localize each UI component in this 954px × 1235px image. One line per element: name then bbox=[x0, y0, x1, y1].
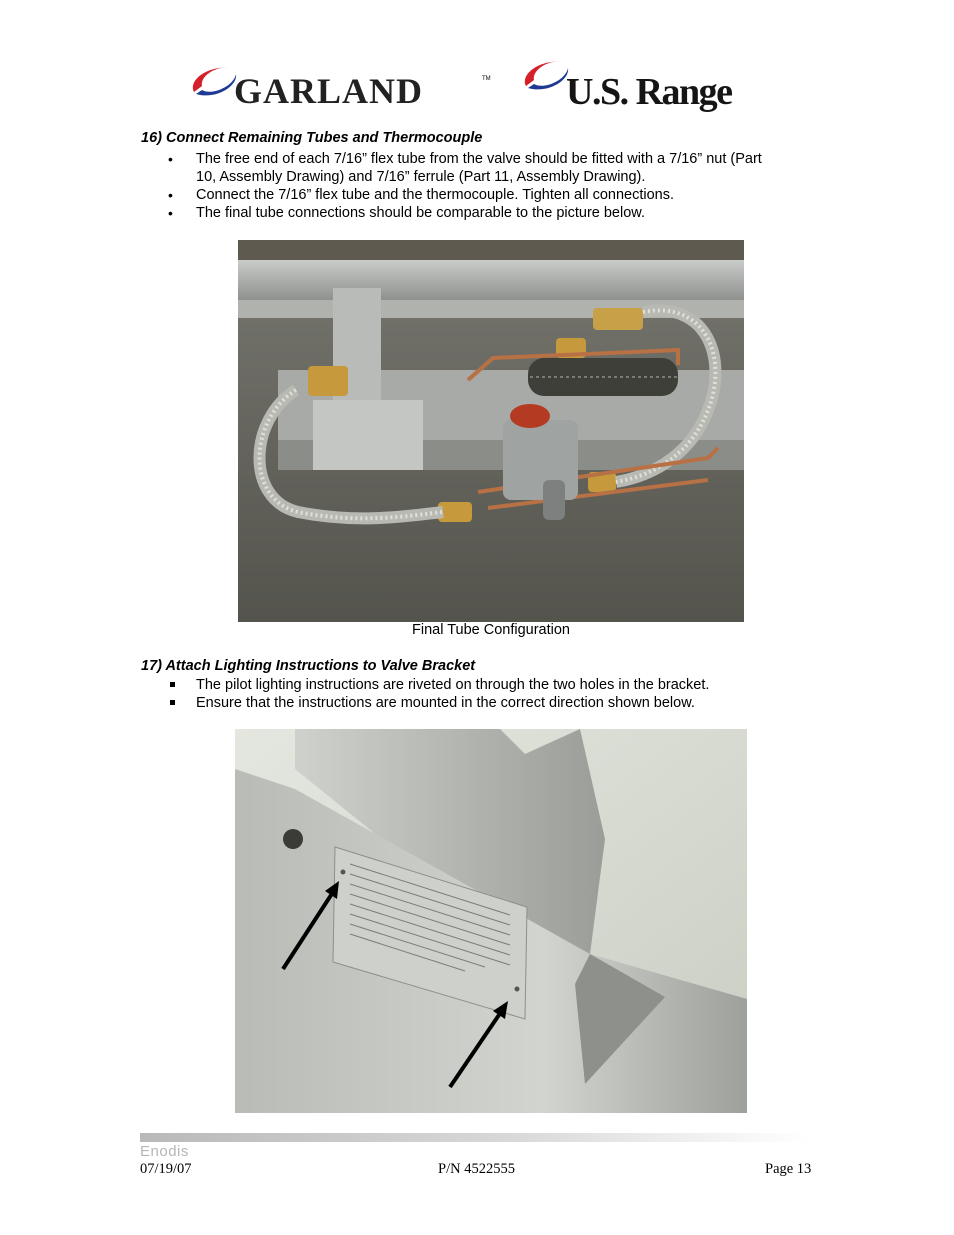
list-item: • The free end of each 7/16” flex tube from the valve should be fitted with a 7/16” nut (Part 10, Assembly Drawing) and 7/16” ferrule (Part 11, Assembly Drawing). bbox=[168, 150, 818, 186]
valve-bracket-photo bbox=[235, 729, 747, 1113]
footer-divider bbox=[140, 1133, 810, 1142]
bullet-icon bbox=[168, 204, 188, 223]
garland-logo bbox=[186, 56, 496, 114]
bullet-icon bbox=[168, 186, 188, 205]
us-range-logo bbox=[518, 56, 778, 114]
section-16-list bbox=[168, 150, 818, 222]
square-bullet-icon bbox=[168, 694, 188, 712]
square-bullet-icon bbox=[168, 676, 188, 694]
list-item: • The final tube connections should be comparable to the picture below. bbox=[168, 204, 818, 222]
bullet-icon bbox=[168, 150, 188, 169]
footer-date: 07/19/07 bbox=[140, 1161, 192, 1177]
list-item: The pilot lighting instructions are riveted on through the two holes in the bracket. bbox=[168, 676, 818, 694]
final-tube-configuration-photo bbox=[238, 240, 744, 622]
section-16-heading: 16) Connect Remaining Tubes and Thermocouple bbox=[141, 130, 483, 146]
list-item: Ensure that the instructions are mounted in the correct direction shown below. bbox=[168, 694, 818, 712]
enodis-logo: Enodis bbox=[140, 1143, 189, 1160]
trademark-mark: TM bbox=[482, 76, 491, 82]
footer-page-number: Page 13 bbox=[765, 1161, 812, 1177]
us-range-wordmark: U.S. Range bbox=[566, 71, 732, 113]
garland-wordmark: GARLAND bbox=[234, 71, 424, 111]
list-item: • Connect the 7/16” flex tube and the thermocouple. Tighten all connections. bbox=[168, 186, 818, 204]
section-17-heading: 17) Attach Lighting Instructions to Valve Bracket bbox=[141, 658, 476, 674]
section-17-list bbox=[168, 676, 818, 712]
photo-caption: Final Tube Configuration bbox=[412, 622, 570, 638]
footer-part-number: P/N 4522555 bbox=[438, 1161, 515, 1177]
